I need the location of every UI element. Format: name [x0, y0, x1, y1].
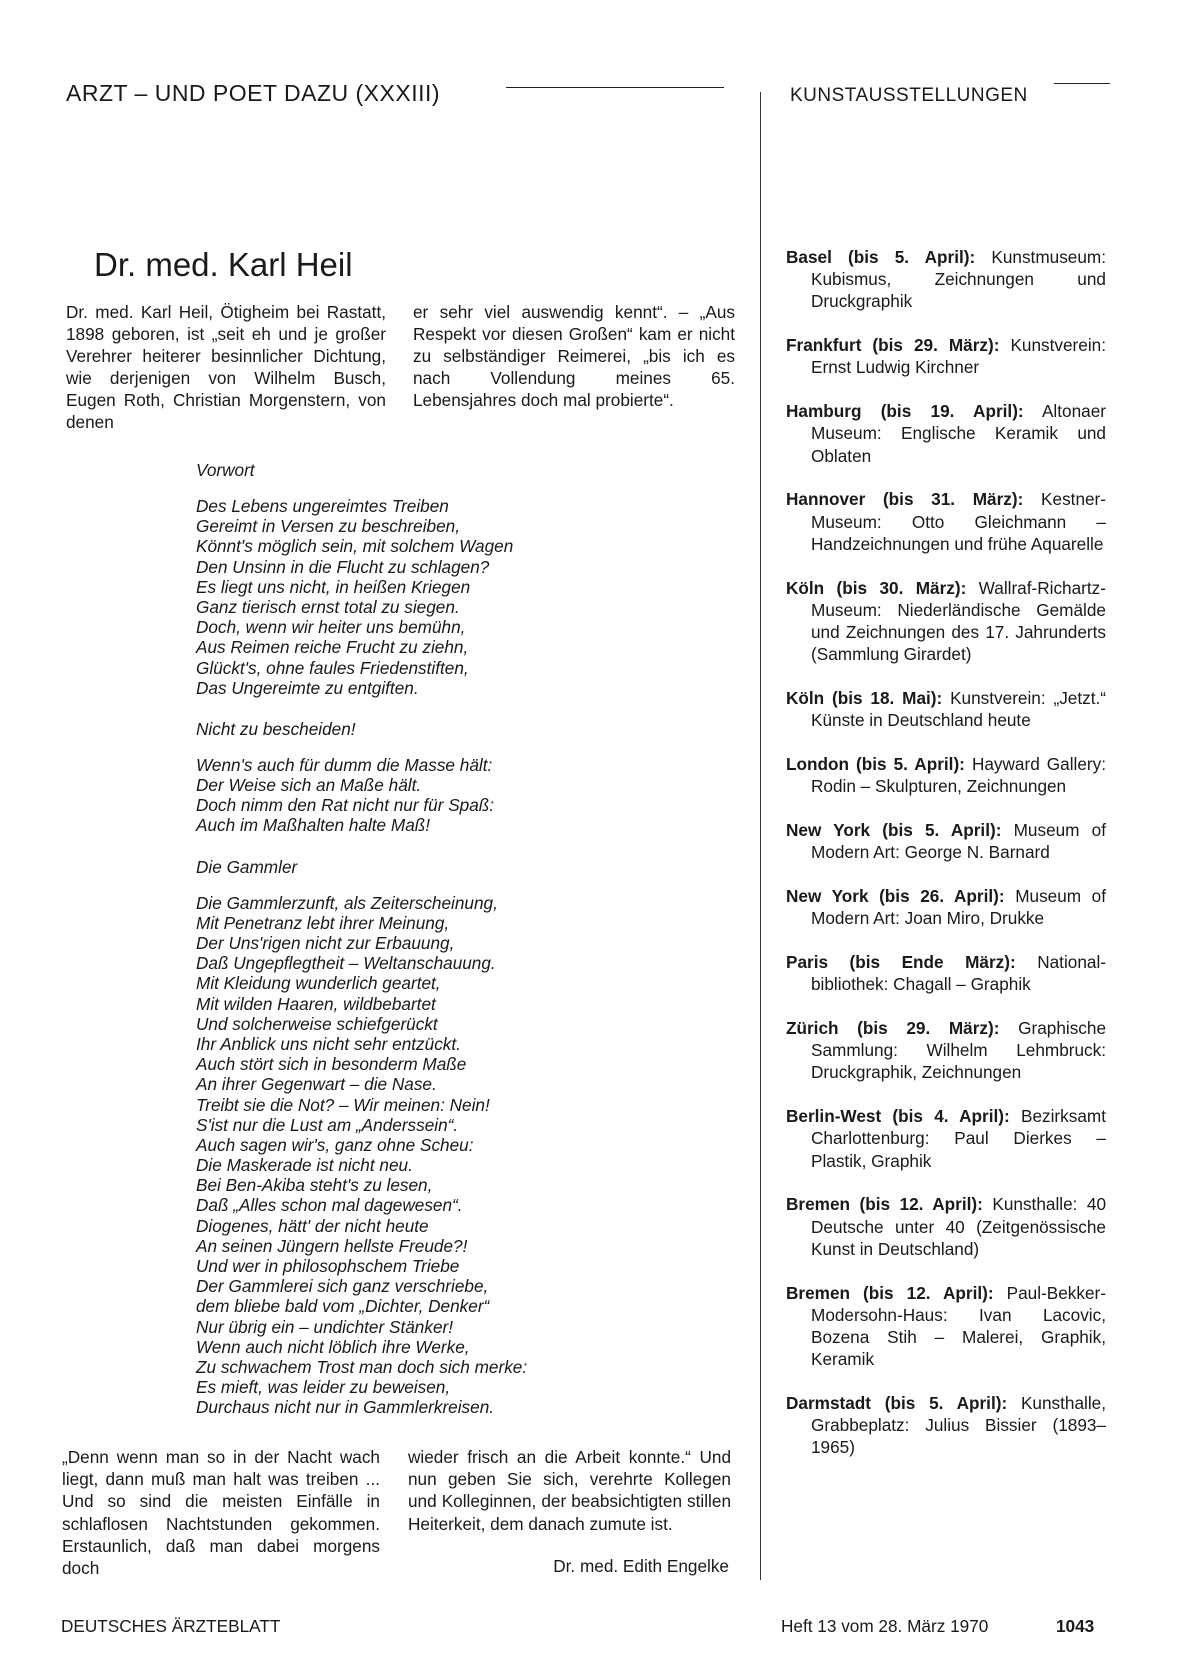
exhibition-venue: Nationalbibliothek: Chagall – Graphik — [811, 952, 1106, 995]
exhibition-venue: Kunstverein: „Jetzt.“ Künste in Deutschland heute — [811, 688, 1106, 731]
poem-heading: Vorwort — [196, 460, 255, 480]
exhibition-venue: Kestner-Museum: Otto Gleichmann – Handzeichnungen und frühe Aquarelle — [811, 489, 1107, 554]
poem-line: Es mieft, was leider zu beweisen, — [196, 1377, 451, 1398]
exhibition-city-date: Basel (bis 5. April): — [786, 247, 976, 267]
poem-line: Treibt sie die Not? – Wir meinen: Nein! — [196, 1094, 490, 1115]
article-title: Dr. med. Karl Heil — [94, 246, 353, 283]
exhibition-entry — [786, 400, 1106, 467]
poem-body — [196, 496, 616, 698]
poem-line: Ganz tierisch ernst total zu siegen. — [196, 596, 460, 617]
poem-line: Mit Penetranz lebt ihrer Meinung, — [196, 912, 450, 933]
exhibition-list — [786, 246, 1106, 1480]
exhibition-venue: Kunstverein: Ernst Ludwig Kirchner — [811, 335, 1106, 378]
poem-line: An ihrer Gegenwart – die Nase. — [196, 1074, 437, 1095]
poem-line: Nur übrig ein – undichter Stänker! — [196, 1316, 453, 1337]
page-number: 1043 — [1056, 1616, 1095, 1636]
intro-paragraph-left: Dr. med. Karl Heil, Ötigheim bei Rastatt, 1898 geboren, ist „seit eh und je großer Verehrer heiterer besinnlicher Dichtung, wie derjenigen von Wilhelm Busch, Eugen Roth, Christian Morgenstern, von denen — [66, 302, 386, 432]
exhibition-entry — [786, 885, 1106, 929]
poem-line: Der Gammlerei sich ganz verschriebe, — [196, 1276, 489, 1297]
exhibition-city-date: New York (bis 26. April): — [786, 886, 1005, 907]
author-signature: Dr. med. Edith Engelke — [553, 1556, 729, 1576]
poem-line: Die Gammlerzunft, als Zeiterscheinung, — [196, 892, 498, 913]
poem-line: An seinen Jüngern hellste Freude?! — [196, 1235, 468, 1256]
exhibition-entry — [786, 488, 1106, 555]
exhibition-city-date: Frankfurt (bis 29. März): — [786, 335, 1000, 356]
exhibition-venue: Museum of Modern Art: Joan Miro, Drukke — [811, 886, 1106, 929]
section-header: ARZT – UND POET DAZU (XXXIII) — [66, 80, 441, 106]
poem-line: Glückt's, ohne faules Friedenstiften, — [196, 657, 469, 678]
exhibition-city-date: Bremen (bis 12. April): — [786, 1282, 994, 1303]
exhibition-venue: Wallraf-Richartz-Museum: Niederländische Gemälde und Zeichnungen des 17. Jahrunderts (Sammlung Girardet) — [811, 577, 1106, 665]
exhibition-venue: Hayward Gallery: Rodin – Skulpturen, Zeichnungen — [811, 754, 1107, 797]
poem-line: Daß Ungepflegtheit – Weltanschauung. — [196, 953, 496, 974]
poem-line: Des Lebens ungereimtes Treiben — [196, 496, 449, 516]
poem-line: Auch sagen wir's, ganz ohne Scheu: — [196, 1134, 474, 1155]
intro-paragraph-right: er sehr viel auswendig kennt“. – „Aus Respekt vor diesen Großen“ kam er nicht zu selbständiger Reimerei, „bis ich es nach Vollendung meines 65. Lebensjahres doch mal probierte“. — [413, 302, 735, 410]
poem-line: S'ist nur die Lust am „Anderssein“. — [196, 1114, 459, 1135]
poem-line: Das Ungereimte zu entgiften. — [196, 677, 419, 698]
sidebar-header: KUNSTAUSSTELLUNGEN — [790, 85, 1028, 106]
poem-line: Diogenes, hätt' der nicht heute — [196, 1215, 429, 1236]
exhibition-venue: Museum of Modern Art: George N. Barnard — [811, 820, 1106, 863]
exhibition-venue: Kunstmuseum: Kubismus, Zeichnungen und Druckgraphik — [811, 247, 1107, 312]
exhibition-city-date: London (bis 5. April): — [786, 754, 965, 775]
exhibition-venue: Bezirksamt Charlottenburg: Paul Dierkes – Plastik, Graphik — [811, 1106, 1106, 1171]
poem-line: Mit Kleidung wunderlich geartet, — [196, 973, 441, 994]
poem-line: Der Uns'rigen nicht zur Erbauung, — [196, 933, 455, 953]
exhibition-venue: Graphische Sammlung: Wilhelm Lehmbruck: Druckgraphik, Zeichnungen — [811, 1018, 1107, 1083]
poem-line: Den Unsinn in die Flucht zu schlagen? — [196, 556, 490, 577]
exhibition-city-date: Köln (bis 18. Mai): — [786, 688, 943, 709]
exhibition-entry — [786, 951, 1106, 995]
exhibition-entry — [786, 687, 1106, 731]
poem-line: Daß „Alles schon mal dagewesen“. — [196, 1195, 463, 1216]
exhibition-venue: Kunsthalle: 40 Deutsche unter 40 (Zeitgenössische Kunst in Deutschland) — [811, 1194, 1107, 1259]
exhibition-entry — [786, 1282, 1106, 1371]
closing-paragraph-right: wieder frisch an die Arbeit konnte.“ Und nun geben Sie sich, verehrte Kollegen und Kolleginnen, der beabsichtigten stillen Heiterkeit, dem danach zumute ist. — [408, 1447, 731, 1534]
journal-name: DEUTSCHES ÄRZTEBLATT — [61, 1616, 281, 1636]
exhibition-entry — [786, 753, 1106, 797]
exhibition-city-date: Köln (bis 30. März): — [786, 577, 967, 598]
exhibition-entry — [786, 334, 1106, 378]
exhibition-city-date: Bremen (bis 12. April): — [786, 1194, 983, 1215]
poem-line: Der Weise sich an Maße hält. — [196, 775, 422, 796]
exhibition-entry — [786, 1105, 1106, 1172]
poem-line: Aus Reimen reiche Frucht zu ziehn, — [196, 637, 469, 658]
poem-body — [196, 755, 616, 836]
issue-info: Heft 13 vom 28. März 1970 — [781, 1616, 989, 1636]
exhibition-venue: Altonaer Museum: Englische Keramik und Oblaten — [811, 401, 1106, 466]
exhibition-city-date: Hamburg (bis 19. April): — [786, 401, 1024, 422]
exhibition-entry — [786, 1017, 1106, 1084]
header-rule — [506, 87, 724, 88]
poem-line: Und wer in philosophschem Triebe — [196, 1256, 460, 1276]
poem-line: Durchaus nicht nur in Gammlerkreisen. — [196, 1397, 495, 1418]
exhibition-venue: Paul-Bekker-Modersohn-Haus: Ivan Lacovic, Bozena Stih – Malerei, Graphik, Keramik — [811, 1282, 1106, 1370]
poem-line: Es liegt uns nicht, in heißen Kriegen — [196, 576, 471, 597]
poem-line: Auch im Maßhalten halte Maß! — [196, 815, 431, 836]
exhibition-entry — [786, 819, 1106, 863]
poem-body — [196, 893, 616, 1418]
sidebar-header-rule — [1054, 83, 1110, 84]
poem-line: Und solcherweise schiefgerückt — [196, 1013, 438, 1034]
poem-line: Könnt's möglich sein, mit solchem Wagen — [196, 536, 514, 557]
poem-line: dem bliebe bald vom „Dichter, Denker“ — [196, 1296, 490, 1317]
exhibition-entry — [786, 1193, 1106, 1260]
exhibition-city-date: Berlin-West (bis 4. April): — [786, 1106, 1010, 1127]
poem-line: Mit wilden Haaren, wildbebartet — [196, 993, 436, 1014]
exhibition-city-date: Zürich (bis 29. März): — [786, 1018, 1000, 1039]
poem-line: Zu schwachem Trost man doch sich merke: — [196, 1356, 528, 1377]
poem-heading: Nicht zu bescheiden! — [196, 718, 356, 739]
poem-line: Bei Ben-Akiba steht's zu lesen, — [196, 1175, 433, 1196]
poem-line: Doch nimm den Rat nicht nur für Spaß: — [196, 795, 495, 816]
exhibition-city-date: Darmstadt (bis 5. April): — [786, 1393, 1008, 1414]
poem-line: Die Maskerade ist nicht neu. — [196, 1155, 413, 1176]
exhibition-entry — [786, 577, 1106, 666]
exhibition-city-date: Hannover (bis 31. März): — [786, 489, 1024, 510]
poems-block — [196, 460, 616, 1439]
exhibition-venue: Kunsthalle, Grabbeplatz: Julius Bissier (1893–1965) — [811, 1393, 1106, 1458]
poem-line: Doch, wenn wir heiter uns bemühn, — [196, 617, 466, 638]
exhibition-city-date: Paris (bis Ende März): — [786, 952, 1016, 973]
poem-line: Wenn auch nicht löblich ihre Werke, — [196, 1336, 470, 1357]
exhibition-city-date: New York (bis 5. April): — [786, 820, 1002, 841]
poem-line: Ihr Anblick uns nicht sehr entzückt. — [196, 1033, 461, 1054]
closing-paragraph-left: „Denn wenn man so in der Nacht wach liegt, dann muß man halt was treiben ... Und so sind die meisten Einfälle in schlaflosen Nachtstunden gekommen. Erstaunlich, daß man dabei morgens doch — [62, 1447, 380, 1579]
poem-heading: Die Gammler — [196, 856, 298, 877]
exhibition-entry — [786, 246, 1106, 313]
poem-line: Auch stört sich in besonderm Maße — [196, 1054, 467, 1075]
exhibition-entry — [786, 1392, 1106, 1459]
column-divider — [760, 92, 761, 1580]
poem-line: Gereimt in Versen zu beschreiben, — [196, 516, 460, 537]
poem-line: Wenn's auch für dumm die Masse hält: — [196, 754, 493, 775]
